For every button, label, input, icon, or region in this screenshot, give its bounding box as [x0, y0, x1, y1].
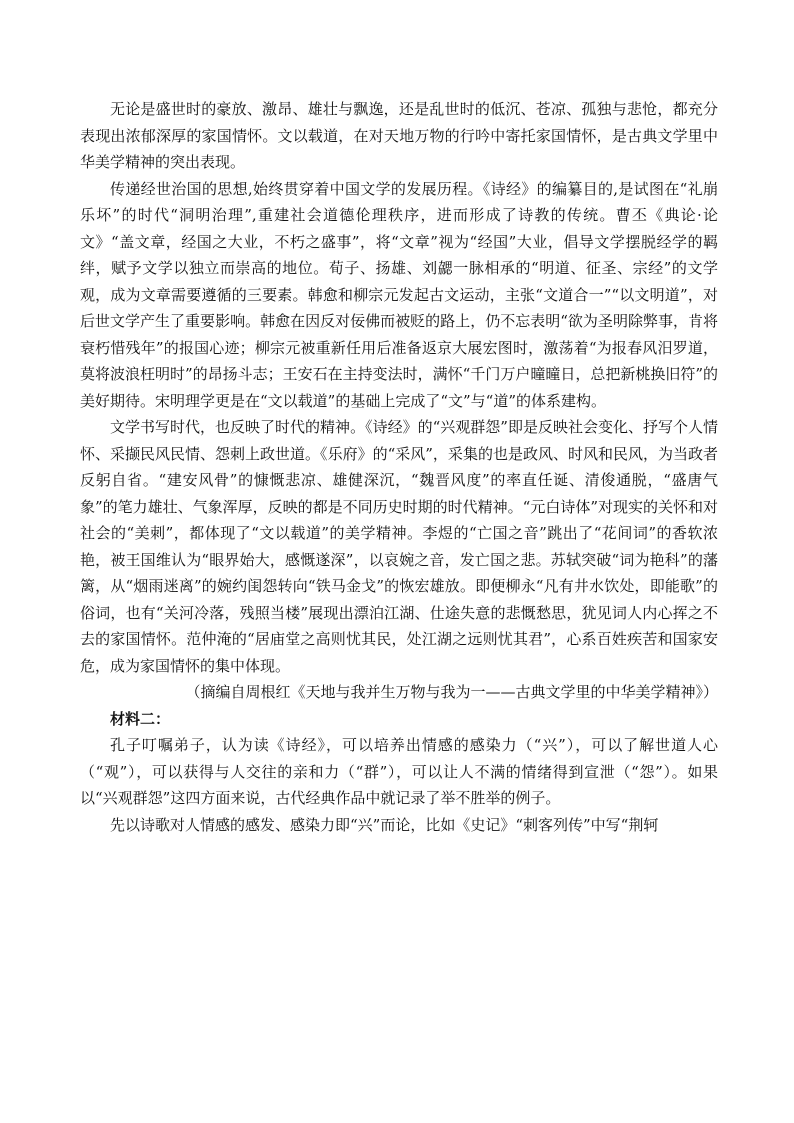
paragraph-4: 孔子叮嘱弟子，认为读《诗经》，可以培养出情感的感染力（“兴”），可以了解世道人心（“观”），可以获得与人交往的亲和力（“群”），可以让人不满的情绪得到宣泄（“怨”）。如果以“兴观群怨”这四方面来说，古代经典作品中就记录了举不胜举的例子。 — [80, 736, 718, 807]
section-heading-material-2: 材料二： — [110, 709, 171, 728]
document-body — [80, 96, 718, 838]
paragraph-2: 传递经世治国的思想,始终贯穿着中国文学的发展历程。《诗经》的编纂目的,是试图在“礼崩乐坏”的时代“洞明治理”,重建社会道德伦理秩序，进而形成了诗教的传统。曹丕《典论·论文》“盖文章，经国之大业，不朽之盛事”，将“文章”视为“经国”大业，倡导文学摆脱经学的羁绊，赋予文学以独立而崇高的地位。荀子、扬雄、刘勰一脉相承的“明道、征圣、宗经”的文学观，成为文章需要遵循的三要素。韩愈和柳宗元发起古文运动，主张“文道合一”“以文明道”，对后世文学产生了重要影响。韩愈在因反对佞佛而被贬的路上，仍不忘表明“欲为圣明除弊事，肯将衰朽惜残年”的报国心迹；柳宗元被重新任用后准备返京大展宏图时，激荡着“为报春风汨罗道，莫将波浪枉明时”的昂扬斗志；王安石在主持变法时，满怀“千门万户曈曈日，总把新桃换旧符”的美好期待。宋明理学更是在“文以载道”的基础上完成了“文”与“道”的体系建构。 — [80, 179, 719, 410]
source-citation: （摘编自周根红《天地与我并生万物与我为一——古典文学里的中华美学精神》） — [185, 683, 718, 701]
paragraph-3: 文学书写时代，也反映了时代的精神。《诗经》的“兴观群怨”即是反映社会变化、抒写个人情怀、采撷民风民情、怨刺上政世道。《乐府》的“采风”，采集的也是政风、时风和民风，为当政者反躬自省。“建安风骨”的慷慨悲凉、雄健深沉，“魏晋风度”的率直任诞、清俊通脱，“盛唐气象”的笔力雄壮、气象浑厚，反映的都是不同历史时期的时代精神。“元白诗体”对现实的关怀和对社会的“美刺”，都体现了“文以载道”的美学精神。李煜的“亡国之音”跳出了“花间词”的香软浓艳，被王国维认为“眼界始大，感慨遂深”，以哀婉之音，发亡国之悲。苏轼突破“词为艳科”的藩篱，从“烟雨迷离”的婉约闺怨转向“铁马金戈”的恢宏雄放。即便柳永“凡有井水饮处，即能歌”的俗词，也有“关河冷落，残照当楼”展现出漂泊江湖、仕途失意的悲慨愁思，犹见词人内心挥之不去的家国情怀。范仲淹的“居庙堂之高则忧其民，处江湖之远则忧其君”，心系百姓疾苦和国家安危，成为家国情怀的集中体现。 — [80, 418, 719, 675]
paragraph-1: 无论是盛世时的豪放、激昂、雄壮与飘逸，还是乱世时的低沉、苍凉、孤独与悲怆，都充分表现出浓郁深厚的家国情怀。文以载道，在对天地万物的行吟中寄托家国情怀，是古典文学里中华美学精神的突出表现。 — [80, 100, 718, 171]
paragraph-5: 先以诗歌对人情感的感发、感染力即“兴”而论，比如《史记》“刺客列传”中写“荆轲 — [110, 815, 659, 834]
